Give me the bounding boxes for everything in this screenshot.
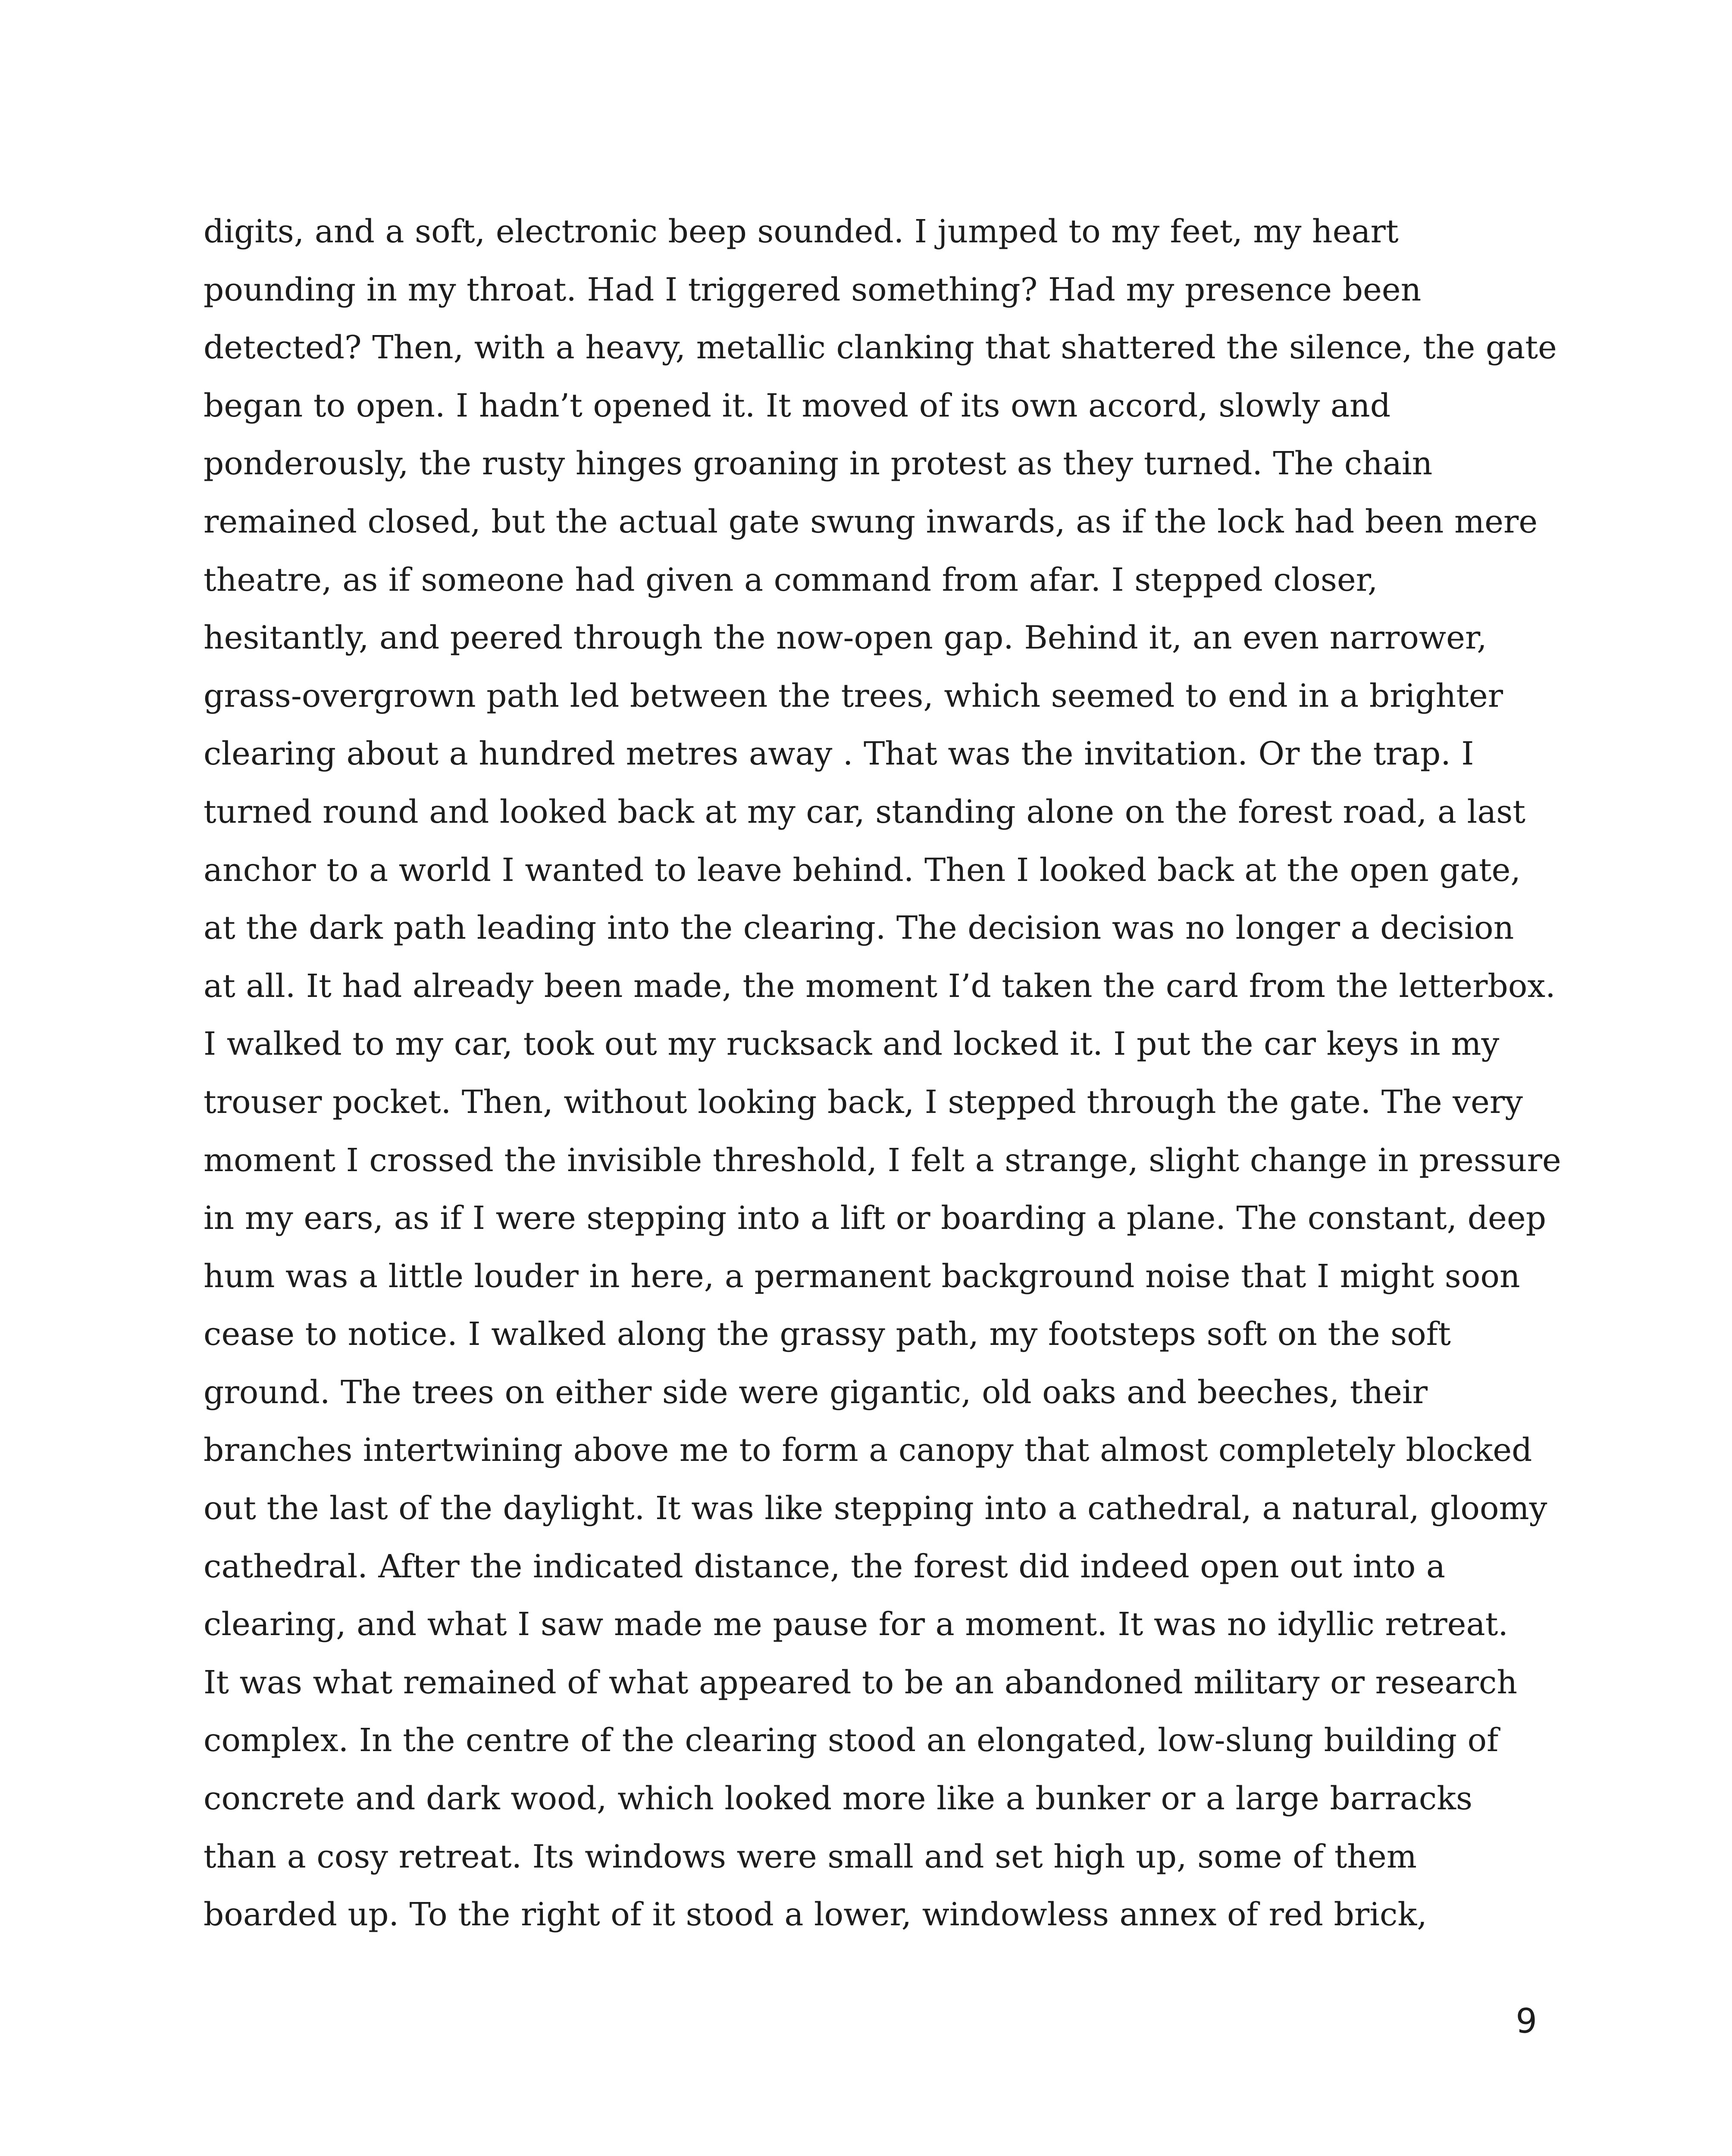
text-line-6: remained closed, but the actual gate swung inwards, as if the lock had been mere [204,503,1538,540]
text-line-30: boarded up. To the right of it stood a lower, windowless annex of red brick, [204,1896,1427,1934]
text-line-24: cathedral. After the indicated distance, the forest did indeed open out into a [204,1548,1445,1585]
text-line-25: clearing, and what I saw made me pause for a moment. It was no idyllic retreat. [204,1606,1508,1643]
text-line-12: anchor to a world I wanted to leave behind. Then I looked back at the open gate, [204,851,1521,889]
text-line-27: complex. In the centre of the clearing stood an elongated, low-slung building of [204,1722,1499,1759]
text-line-17: moment I crossed the invisible threshold, I felt a strange, slight change in pressure [204,1141,1561,1179]
text-line-11: turned round and looked back at my car, standing alone on the forest road, a last [204,793,1526,830]
text-line-20: cease to notice. I walked along the grassy path, my footsteps soft on the soft [204,1316,1451,1353]
body-paragraph [204,203,1561,1944]
text-line-15: I walked to my car, took out my rucksack and locked it. I put the car keys in my [204,1025,1500,1063]
text-line-29: than a cosy retreat. Its windows were small and set high up, some of them [204,1838,1417,1875]
text-line-10: clearing about a hundred metres away . That was the invitation. Or the trap. I [204,735,1474,773]
page-number: 9 [1516,2002,1537,2041]
text-line-1: digits, and a soft, electronic beep sounded. I jumped to my feet, my heart [204,213,1399,250]
text-line-5: ponderously, the rusty hinges groaning in protest as they turned. The chain [204,445,1433,483]
text-line-19: hum was a little louder in here, a permanent background noise that I might soon [204,1257,1520,1295]
text-line-4: began to open. I hadn’t opened it. It moved of its own accord, slowly and [204,387,1391,424]
text-line-13: at the dark path leading into the clearing. The decision was no longer a decision [204,909,1514,947]
text-line-2: pounding in my throat. Had I triggered something? Had my presence been [204,271,1422,308]
text-line-16: trouser pocket. Then, without looking back, I stepped through the gate. The very [204,1083,1523,1121]
text-line-21: ground. The trees on either side were gigantic, old oaks and beeches, their [204,1373,1428,1411]
text-line-14: at all. It had already been made, the moment I’d taken the card from the letterbox. [204,967,1556,1005]
text-line-18: in my ears, as if I were stepping into a lift or boarding a plane. The constant, deep [204,1200,1546,1237]
text-line-23: out the last of the daylight. It was like stepping into a cathedral, a natural, gloomy [204,1490,1547,1527]
text-line-26: It was what remained of what appeared to be an abandoned military or research [204,1664,1517,1701]
text-line-22: branches intertwining above me to form a canopy that almost completely blocked [204,1432,1532,1469]
text-line-28: concrete and dark wood, which looked more like a bunker or a large barracks [204,1780,1472,1818]
text-line-7: theatre, as if someone had given a command from afar. I stepped closer, [204,561,1378,599]
text-line-8: hesitantly, and peered through the now-open gap. Behind it, an even narrower, [204,619,1487,657]
text-line-9: grass-overgrown path led between the trees, which seemed to end in a brighter [204,677,1503,714]
text-line-3: detected? Then, with a heavy, metallic clanking that shattered the silence, the gate [204,329,1557,367]
